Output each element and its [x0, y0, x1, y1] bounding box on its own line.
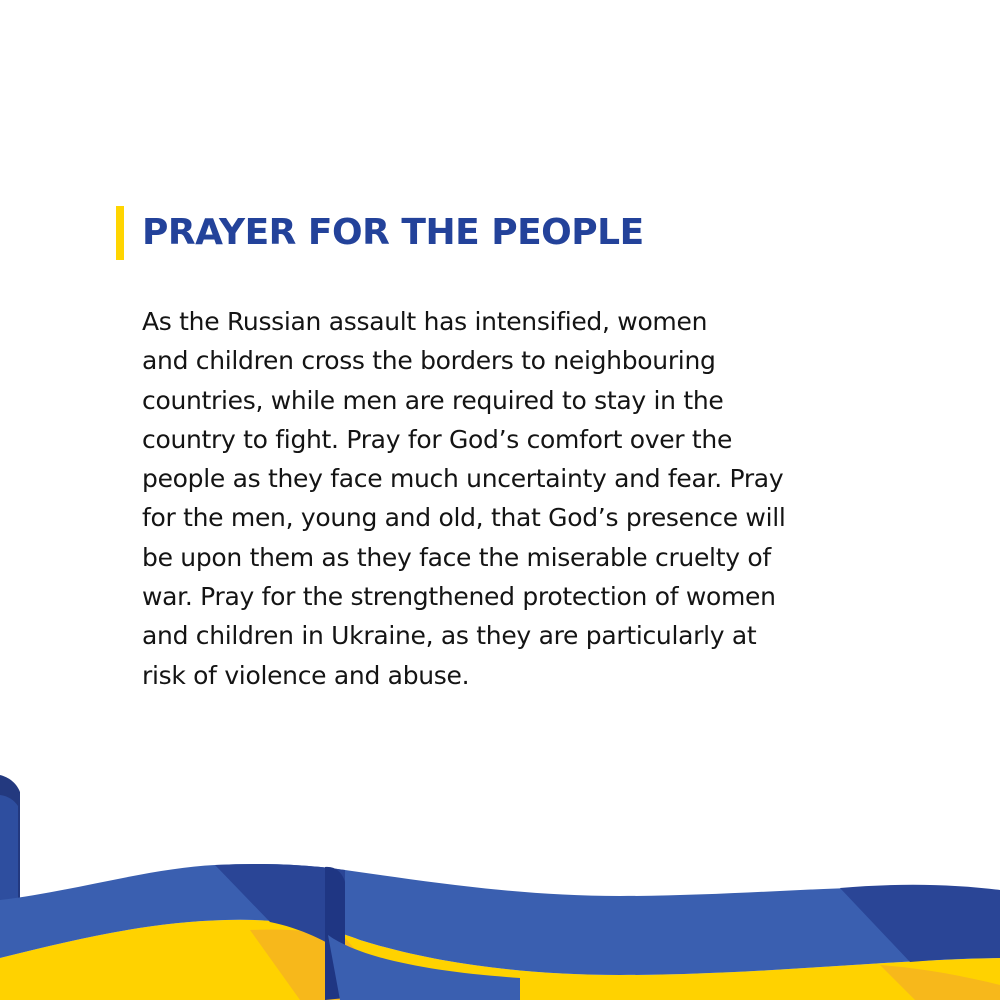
flag-left-curl-highlight — [0, 795, 18, 905]
paragraph-line: countries, while men are required to stay in the — [142, 385, 724, 415]
paragraph-line: As the Russian assault has intensified, women — [142, 307, 708, 336]
title-accent-bar — [116, 206, 124, 260]
prayer-paragraph — [142, 302, 902, 695]
paragraph-line: risk of violence and abuse. — [142, 660, 470, 690]
paragraph-line: war. Pray for the strengthened protection of women — [142, 582, 776, 612]
paragraph-line: be upon them as they face the miserable cruelty of — [142, 542, 771, 572]
page-title: PRAYER FOR THE PEOPLE — [142, 212, 644, 253]
ukraine-flag-ribbon-icon — [0, 760, 1000, 1000]
paragraph-line: people as they face much uncertainty and fear. Pray — [142, 464, 784, 494]
paragraph-line: for the men, young and old, that God’s presence will — [142, 503, 786, 533]
paragraph-line: and children cross the borders to neighbouring — [142, 346, 716, 376]
paragraph-line: country to fight. Pray for God’s comfort over the — [142, 424, 733, 454]
paragraph-line: and children in Ukraine, as they are particularly at — [142, 621, 757, 651]
